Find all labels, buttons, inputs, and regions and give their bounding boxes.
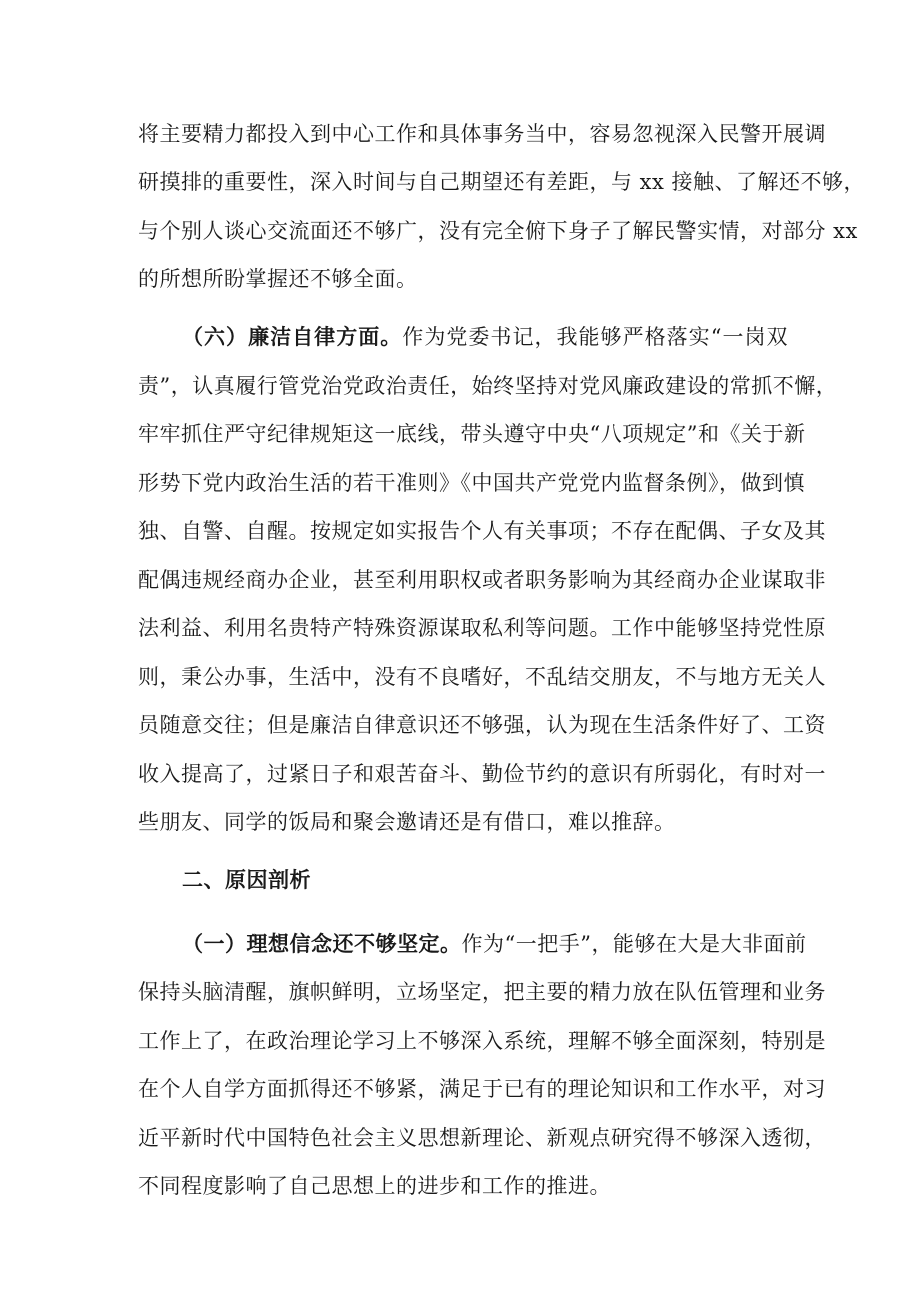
p1-line-2: 研摸排的重要性，深入时间与自己期望还有差距，与 xx 接触、了解还不够， [138, 170, 866, 194]
p3-line-2: 保持头脑清醒，旗帜鲜明，立场坚定，把主要的精力放在队伍管理和业务 [138, 980, 826, 1004]
p3-line-5: 近平新时代中国特色社会主义思想新理论、新观点研究得不够深入透彻， [138, 1126, 826, 1150]
p2-line-2: 责”，认真履行管党治党政治责任，始终坚持对党风廉政建设的常抓不懈， [138, 374, 838, 398]
p2-line-4: 形势下党内政治生活的若干准则》《中国共产党党内监督条例》，做到慎 [138, 471, 805, 495]
section-heading: 二、原因剖析 [182, 867, 311, 892]
p2-line-5: 独、自警、自醒。按规定如实报告个人有关事项；不存在配偶、子女及其 [138, 519, 826, 543]
p2-line-3: 牢牢抓住严守纪律规矩这一底线，带头遵守中央“八项规定”和《关于新 [138, 422, 806, 446]
p2-line-10: 收入提高了，过紧日子和艰苦奋斗、勤俭节约的意识有所弱化，有时对一 [138, 762, 826, 786]
p3-line-3: 工作上了，在政治理论学习上不够深入系统，理解不够全面深刻，特别是 [138, 1029, 826, 1053]
p2-first-line [182, 325, 788, 349]
p1-line-4: 的所想所盼掌握还不够全面。 [138, 267, 418, 291]
p2-lead-heading: （六）廉洁自律方面。 [182, 324, 403, 349]
p2-line-11: 些朋友、同学的饭局和聚会邀请还是有借口，难以推辞。 [138, 810, 676, 834]
p2-line-9: 员随意交往；但是廉洁自律意识还不够强，认为现在生活条件好了、工资 [138, 713, 826, 737]
p2-line-8: 则，秉公办事，生活中，没有不良嗜好，不乱结交朋友，不与地方无关人 [138, 665, 826, 689]
p3-line-4: 在个人自学方面抓得还不够紧，满足于已有的理论知识和工作水平，对习 [138, 1077, 826, 1101]
p2-line-6: 配偶违规经商办企业，甚至利用职权或者职务影响为其经商办企业谋取非 [138, 568, 826, 592]
p1-line-1: 将主要精力都投入到中心工作和具体事务当中，容易忽视深入民警开展调 [138, 122, 826, 146]
p3-first-line-text: 作为“一把手”，能够在大是大非面前 [461, 932, 807, 956]
p3-first-line [182, 931, 807, 956]
p2-line-7: 法利益、利用名贵特产特殊资源谋取私利等问题。工作中能够坚持党性原 [138, 616, 826, 640]
p2-first-line-text: 作为党委书记，我能够严格落实“一岗双 [402, 325, 789, 349]
p3-line-6: 不同程度影响了自己思想上的进步和工作的推进。 [138, 1174, 611, 1198]
p3-lead-heading: （一）理想信念还不够坚定。 [182, 931, 462, 956]
p1-line-3: 与个别人谈心交流面还不够广，没有完全俯下身子了解民警实情，对部分 xx [138, 219, 858, 243]
